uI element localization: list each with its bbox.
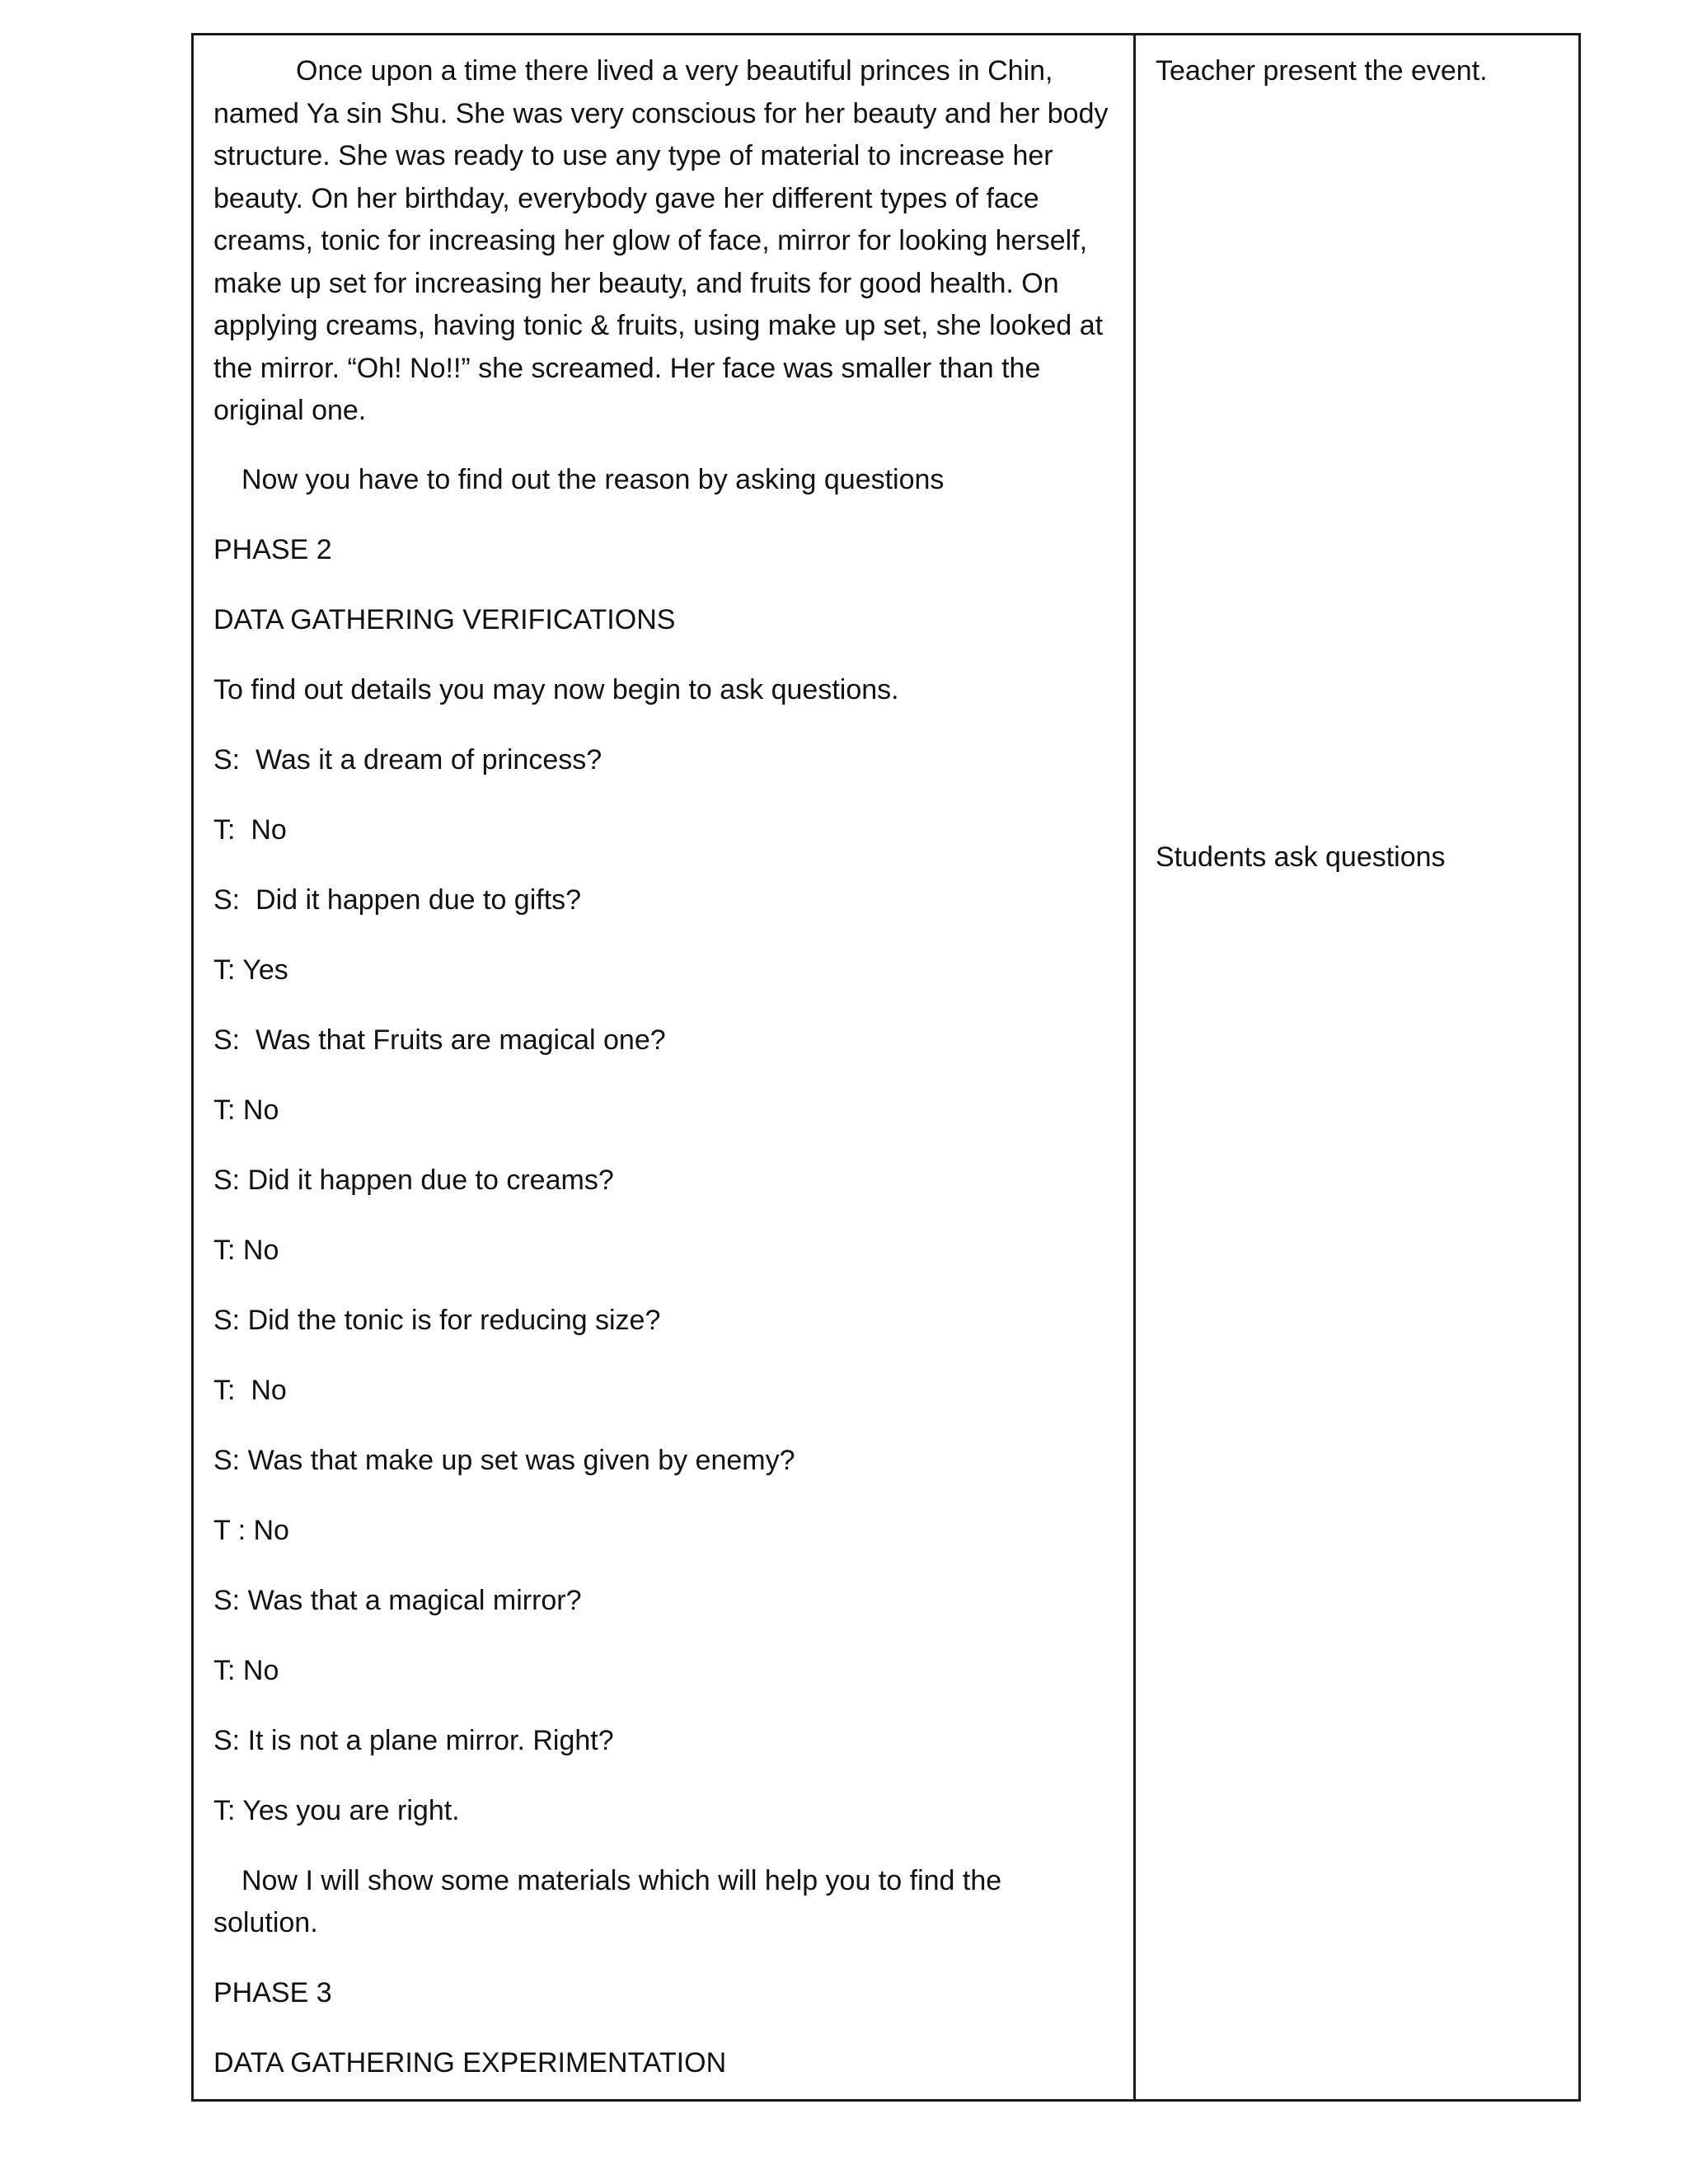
dialogue-line: S: Did it happen due to gifts? [213, 883, 582, 916]
dialogue-line: S: Was that a magical mirror? [213, 1584, 582, 1616]
lesson-table [191, 33, 1581, 2102]
phase-3-title: PHASE 3 [213, 1976, 332, 2008]
notes-column [1136, 35, 1578, 2099]
dialogue-line: S: Was that Fruits are magical one? [213, 1024, 666, 1056]
dialogue-line: S: Did the tonic is for reducing size? [213, 1304, 661, 1336]
phase-2-heading: DATA GATHERING VERIFICATIONS [213, 603, 676, 635]
dialogue-line: T: No [213, 1374, 287, 1406]
dialogue-line: S: Did it happen due to creams? [213, 1164, 614, 1196]
dialogue-line: T: No [213, 1234, 279, 1266]
teacher-note: Teacher present the event. [1156, 55, 1488, 87]
activity-column [194, 35, 1136, 2099]
dialogue-line: T : No [213, 1514, 289, 1546]
dialogue-line: T: Yes you are right. [213, 1794, 460, 1826]
closing-statement: Now I will show some materials which will help you to find the solution. [213, 1864, 1002, 1938]
phase-2-instruction: To find out details you may now begin to ask questions. [213, 673, 899, 705]
dialogue-line: T: Yes [213, 954, 288, 986]
phase-2-title: PHASE 2 [213, 533, 332, 565]
dialogue-line: T: No [213, 1094, 279, 1126]
story-intro: Once upon a time there lived a very beautiful princes in Chin, named Ya sin Shu. She was very conscious for her beauty and her body structure. She was ready to use any type of material to increase her beauty. On her birthday, everybody gave her different types of face creams, tonic for increasing her glow of face, mirror for looking herself, make up set for increasing her beauty, and fruits for good health. On applying creams, having tonic & fruits, using make up set, she looked at the mirror. “Oh! No!!” she screamed. Her face was smaller than the original one. [213, 55, 1109, 426]
dialogue-line: S: It is not a plane mirror. Right? [213, 1724, 614, 1756]
students-note: Students ask questions [1156, 841, 1446, 873]
story-prompt: Now you have to find out the reason by asking questions [241, 463, 945, 495]
dialogue-line: T: No [213, 1654, 279, 1686]
dialogue-line: S: Was it a dream of princess? [213, 743, 603, 776]
phase-3-heading: DATA GATHERING EXPERIMENTATION [213, 2046, 727, 2079]
dialogue-line: S: Was that make up set was given by enemy? [213, 1444, 795, 1476]
dialogue-line: T: No [213, 813, 287, 846]
